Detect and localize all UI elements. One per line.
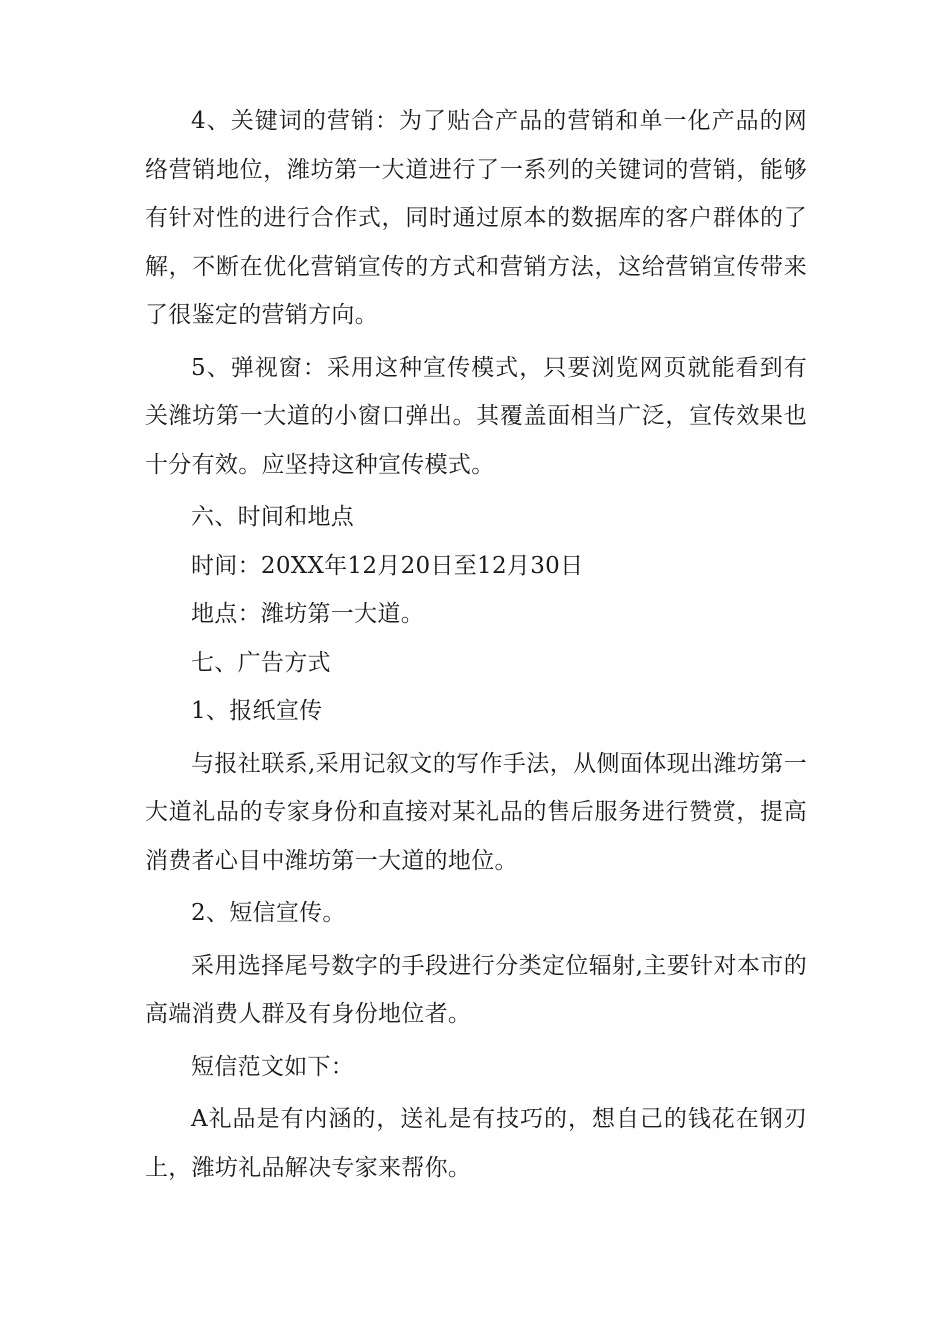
paragraph-sms-sample: A礼品是有内涵的，送礼是有技巧的，想自己的钱花在钢刃上，潍坊礼品解决专家来帮你。 bbox=[145, 1106, 807, 1181]
paragraph-time: 时间：20XX年12月20日至12月30日 bbox=[191, 552, 584, 579]
heading-advertising-methods: 七、广告方式 bbox=[191, 649, 331, 676]
paragraph-place: 地点：潍坊第一大道。 bbox=[191, 601, 424, 627]
heading-sms-sample: 短信范文如下： bbox=[191, 1053, 355, 1080]
heading-newspaper-promotion: 1、报纸宣传 bbox=[191, 698, 323, 724]
paragraph-keyword-marketing: 4、关键词的营销：为了贴合产品的营销和单一化产品的网络营销地位，潍坊第一大道进行了一系列的关键词的营销，能够有针对性的进行合作式，同时通过原本的数据库的客户群体的了解，不断在优化营销宣传的方式和营销方法，这给营销宣传带来了很鉴定的营销方向。 bbox=[145, 108, 807, 328]
paragraph-popup-window: 5、弹视窗：采用这种宣传模式，只要浏览网页就能看到有关潍坊第一大道的小窗口弹出。其覆盖面相当广泛，宣传效果也十分有效。应坚持这种宣传模式。 bbox=[145, 354, 807, 478]
paragraph-sms-promotion: 采用选择尾号数字的手段进行分类定位辐射,主要针对本市的高端消费人群及有身份地位者。 bbox=[145, 952, 807, 1027]
paragraph-newspaper-promotion: 与报社联系,采用记叙文的写作手法，从侧面体现出潍坊第一大道礼品的专家身份和直接对某礼品的售后服务进行赞赏，提高消费者心目中潍坊第一大道的地位。 bbox=[145, 750, 807, 874]
heading-sms-promotion: 2、短信宣传。 bbox=[191, 900, 346, 926]
heading-time-and-place: 六、时间和地点 bbox=[191, 504, 355, 530]
document-body bbox=[145, 97, 807, 1192]
